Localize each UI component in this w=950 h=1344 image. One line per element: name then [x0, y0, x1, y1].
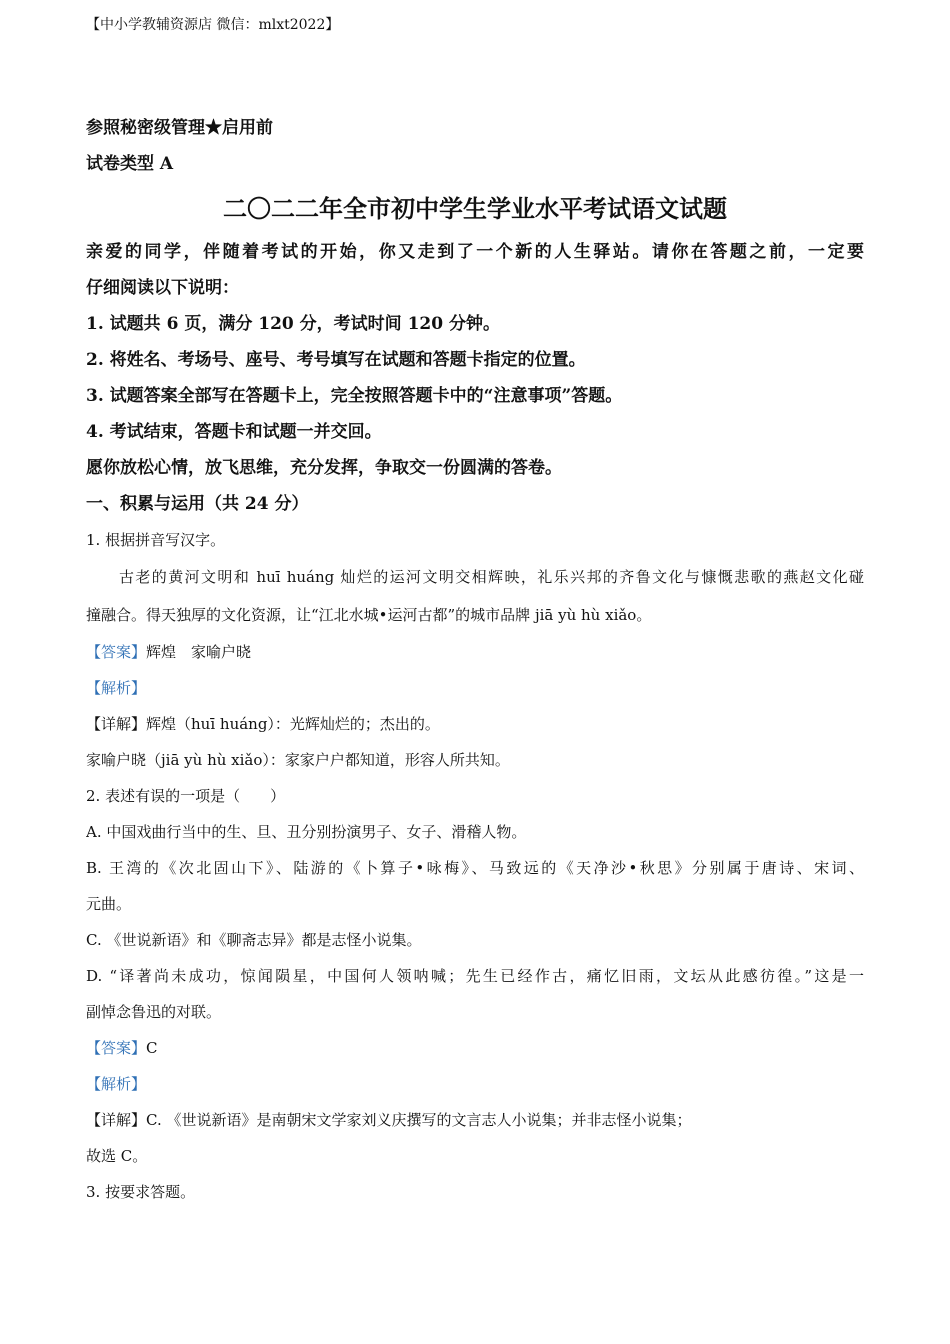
q1-passage-line-1: 古老的黄河文明和 huī huáng 灿烂的运河文明交相辉映，礼乐兴邦的齐鲁文化与慷慨悲歌的燕赵文化碰: [119, 568, 864, 586]
page-header: 【中小学教辅资源店 微信：mlxt2022】: [86, 17, 340, 33]
rule-1: 1. 试题共 6 页，满分 120 分，考试时间 120 分钟。: [86, 314, 500, 334]
intro-line-1: 亲爱的同学，伴随着考试的开始，你又走到了一个新的人生驿站。请你在答题之前，一定要: [86, 242, 864, 262]
rule-2: 2. 将姓名、考场号、座号、考号填写在试题和答题卡指定的位置。: [86, 350, 586, 370]
q2-option-b-line-1: B. 王湾的《次北固山下》、陆游的《卜算子•咏梅》、马致远的《天净沙•秋思》分别属于唐诗、宋词、: [86, 859, 864, 877]
rule-4: 4. 考试结束，答题卡和试题一并交回。: [86, 422, 382, 442]
document-body: [86, 110, 864, 1210]
q1-detail: [86, 706, 864, 742]
answer-tag: 【答案】: [86, 643, 147, 661]
q1-answer: [86, 634, 864, 670]
q2-option-b-line-2: 元曲。: [86, 895, 132, 913]
section-1-title: 一、积累与运用（共 24 分）: [86, 494, 309, 514]
q1-answer-text: 辉煌 家喻户晓: [146, 643, 252, 661]
answer-tag: 【答案】: [86, 1039, 147, 1057]
q2-option-d-line-1: D. “译著尚未成功，惊闻陨星，中国何人领呐喊；先生已经作古，痛忆旧雨，文坛从此感彷徨。”这是一: [86, 967, 864, 985]
intro-line-2: 仔细阅读以下说明：: [86, 278, 239, 298]
q2-option-a: A. 中国戏曲行当中的生、旦、丑分别扮演男子、女子、滑稽人物。: [86, 823, 527, 841]
q1-detail-line-1: 辉煌（huī huáng）：光辉灿烂的；杰出的。: [146, 715, 440, 733]
q2-answer-text: C: [146, 1039, 158, 1057]
q2-detail-text: C. 《世说新语》是南朝宋文学家刘义庆撰写的文言志人小说集；并非志怪小说集；: [146, 1111, 692, 1129]
q2-prompt: 2. 表述有误的一项是（ ）: [86, 787, 286, 805]
q2-option-d-line-2: 副悼念鲁迅的对联。: [86, 1003, 222, 1021]
q1-passage-line-2: 撞融合。得天独厚的文化资源，让“江北水城•运河古都”的城市品牌 jiā yù hù xiǎo。: [86, 606, 652, 624]
q2-conclusion: 故选 C。: [86, 1147, 148, 1165]
secret-level: 参照秘密级管理★启用前: [86, 118, 273, 138]
q1-detail-line-2: 家喻户晓（jiā yù hù xiǎo）：家家户户都知道，形容人所共知。: [86, 751, 510, 769]
rule-3: 3. 试题答案全部写在答题卡上，完全按照答题卡中的“注意事项”答题。: [86, 386, 623, 406]
q3-prompt: 3. 按要求答题。: [86, 1183, 196, 1201]
q2-option-c: C. 《世说新语》和《聊斋志异》都是志怪小说集。: [86, 931, 422, 949]
intro-wish: 愿你放松心情，放飞思维，充分发挥，争取交一份圆满的答卷。: [86, 458, 562, 478]
exam-title: 二〇二二年全市初中学生学业水平考试语文试题: [223, 194, 727, 223]
q2-analysis-tag: 【解析】: [86, 1075, 147, 1093]
q2-detail: [86, 1102, 864, 1138]
paper-type: 试卷类型 A: [86, 154, 174, 174]
q2-answer: [86, 1030, 864, 1066]
q1-prompt: 1. 根据拼音写汉字。: [86, 531, 226, 549]
detail-tag: 【详解】: [86, 1111, 147, 1129]
detail-tag: 【详解】: [86, 715, 147, 733]
q1-analysis-tag: 【解析】: [86, 679, 147, 697]
